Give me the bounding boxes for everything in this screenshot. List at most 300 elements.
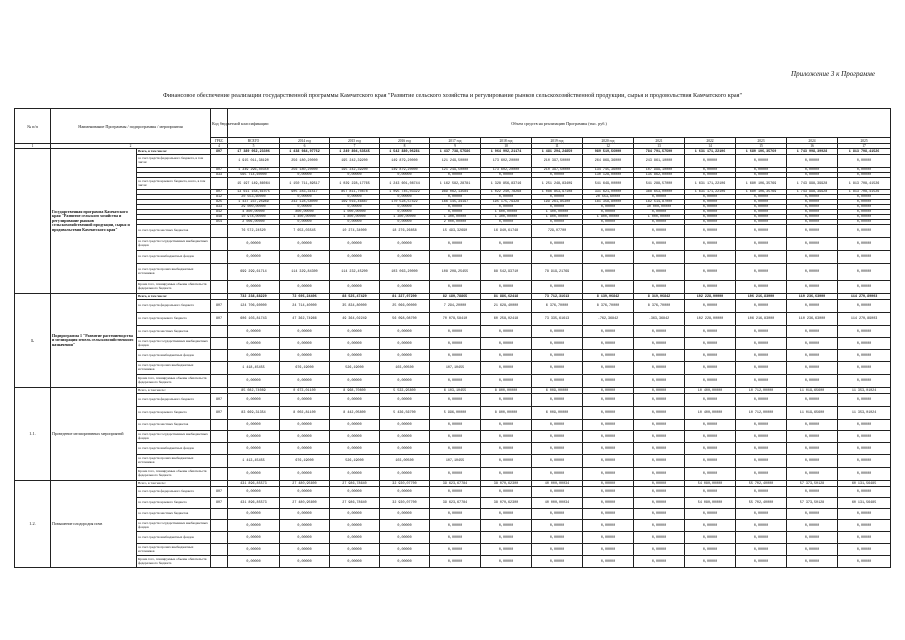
amount-cell: 1 743 998,39928 xyxy=(787,149,838,155)
row-label: за счет средств местных бюджетов xyxy=(137,420,211,431)
amount-cell: 47 362,74966 xyxy=(280,313,330,326)
amount-cell: 0,00000 xyxy=(685,394,736,407)
amount-cell: 10 712,00000 xyxy=(736,388,787,394)
col-number: 15 xyxy=(736,144,787,149)
amount-cell: 0,00000 xyxy=(787,375,838,388)
grbs-code xyxy=(211,532,228,544)
amount-cell: 0,00000 xyxy=(430,509,481,520)
amount-cell: 1 418,45455 xyxy=(228,362,280,375)
amount-cell: 0,00000 xyxy=(736,420,787,431)
amount-cell: 17 389 052,23306 xyxy=(228,149,280,155)
amount-cell: 0,00000 xyxy=(634,394,685,407)
amount-cell: 0,00000 xyxy=(583,388,634,394)
amount-cell: 0,00000 xyxy=(685,173,736,178)
amount-cell: 0,00000 xyxy=(228,420,280,431)
amount-cell: 0,00000 xyxy=(430,556,481,568)
amount-cell: 0,00000 xyxy=(280,338,330,350)
amount-cell: 0,00000 xyxy=(685,251,736,264)
amount-cell: 0,00000 xyxy=(736,443,787,455)
header-amount-caption: Объем средств на реализацию Программы (тыс. руб.) xyxy=(228,109,891,138)
row-label: за счет средств прочих внебюджетных источников xyxy=(137,544,211,556)
col-number: 7 xyxy=(330,144,380,149)
amount-cell: 0,00000 xyxy=(380,394,430,407)
amount-cell: 0,00000 xyxy=(532,205,583,210)
amount-cell: 32 930,07700 xyxy=(380,498,430,509)
amount-cell: 0,00000 xyxy=(330,281,380,294)
amount-cell: 8 442,05800 xyxy=(330,407,380,420)
amount-cell: 0,00000 xyxy=(736,544,787,556)
grbs-code xyxy=(211,455,228,468)
amount-cell: 195 242,39200 xyxy=(330,155,380,168)
amount-cell: 0,00000 xyxy=(481,205,532,210)
amount-cell: 0,00000 xyxy=(330,431,380,443)
amount-cell: 0,00000 xyxy=(787,556,838,568)
table-row xyxy=(15,556,891,568)
grbs-code xyxy=(211,556,228,568)
amount-cell: 0,00000 xyxy=(330,556,380,568)
amount-cell: 0,00000 xyxy=(280,556,330,568)
amount-cell: 2 000,00000 xyxy=(430,220,481,225)
amount-cell: 989 519,56000 xyxy=(583,149,634,155)
amount-cell: 210 397,50000 xyxy=(532,155,583,168)
row-label: за счет средств государственных внебюджетных фондов xyxy=(137,520,211,532)
amount-cell: 0,00000 xyxy=(280,394,330,407)
amount-cell: 0,00000 xyxy=(736,326,787,338)
amount-cell: 8 800,00000 xyxy=(481,388,532,394)
amount-cell: 10 400,00000 xyxy=(685,388,736,394)
amount-cell: 0,00000 xyxy=(430,431,481,443)
amount-cell: 0,00000 xyxy=(280,173,330,178)
amount-cell: 0,00000 xyxy=(330,375,380,388)
amount-cell: 0,00000 xyxy=(380,520,430,532)
amount-cell: 0,00000 xyxy=(787,155,838,168)
amount-cell: 0,00000 xyxy=(228,431,280,443)
grbs-code xyxy=(211,431,228,443)
row-label: за счет средств внебюджетных фондов xyxy=(137,532,211,544)
amount-cell: 0,00000 xyxy=(685,210,736,215)
grbs-code xyxy=(211,544,228,556)
amount-cell: 8 002,81100 xyxy=(280,407,330,420)
amount-cell: 0,00000 xyxy=(685,556,736,568)
amount-cell: 0 673,01100 xyxy=(280,388,330,394)
amount-cell: 27 480,95600 xyxy=(280,498,330,509)
amount-cell: 60 131,56485 xyxy=(838,498,891,509)
amount-cell: 0,00000 xyxy=(685,420,736,431)
amount-cell: 130 128,00000 xyxy=(583,173,634,178)
amount-cell: 13 611 158,61075 xyxy=(228,190,280,195)
amount-cell: 0,00000 xyxy=(634,281,685,294)
amount-cell: 124 706,60000 xyxy=(228,300,280,313)
amount-cell: 5 996,00000 xyxy=(430,407,481,420)
row-label: за счет средств государственных внебюджетных фондов xyxy=(137,238,211,251)
amount-cell: 0,00000 xyxy=(838,520,891,532)
amount-cell: 170 528,57422 xyxy=(380,200,430,205)
amount-cell: 0,00000 xyxy=(532,251,583,264)
amount-cell: 0,00000 xyxy=(634,468,685,481)
col-number: 17 xyxy=(838,144,891,149)
amount-cell: 0,00000 xyxy=(430,350,481,362)
amount-cell: 0,00000 xyxy=(634,375,685,388)
amount-cell: 15 493,32690 xyxy=(430,225,481,238)
amount-cell: 0,00000 xyxy=(787,420,838,431)
amount-cell: 0,00000 xyxy=(280,532,330,544)
amount-cell: 0,00000 xyxy=(838,225,891,238)
grbs-code: 807 xyxy=(211,394,228,407)
amount-cell: 5 533,95800 xyxy=(380,388,430,394)
section-name: Государственная программа Камчатского края "Развитие сельского хозяйства и регулирование рынков сельскохозяйственной продукции, сырья и продовольствия Камчатского края" xyxy=(51,149,137,294)
amount-cell: 32 930,07700 xyxy=(380,481,430,487)
amount-cell: 0,00000 xyxy=(280,544,330,556)
amount-cell: 0,00000 xyxy=(583,455,634,468)
amount-cell: 102 228,00000 xyxy=(685,313,736,326)
grbs-code xyxy=(211,509,228,520)
col-number: 14 xyxy=(685,144,736,149)
amount-cell: 0,00000 xyxy=(787,520,838,532)
amount-cell: 0,00000 xyxy=(532,487,583,498)
amount-cell: 5 436,56700 xyxy=(380,407,430,420)
amount-cell: 103,00500 xyxy=(380,362,430,375)
amount-cell: 149 879,20000 xyxy=(380,155,430,168)
table-row xyxy=(15,407,891,420)
header-no: № п/п xyxy=(15,109,51,144)
amount-cell: 1 095 745,03322 xyxy=(380,190,430,195)
amount-cell: 699 299,61714 xyxy=(228,264,280,281)
grbs-code: 848 xyxy=(211,215,228,220)
amount-cell: 0,00000 xyxy=(583,362,634,375)
amount-cell: 60 131,56485 xyxy=(838,481,891,487)
table-row xyxy=(15,443,891,455)
amount-cell: 0,00000 xyxy=(736,251,787,264)
grbs-code: 833 xyxy=(211,173,228,178)
amount-cell: 0,00000 xyxy=(787,544,838,556)
row-label: Кроме того, планируемые объемы обязательств федерального бюджета xyxy=(137,468,211,481)
amount-cell: 0,00000 xyxy=(280,205,330,210)
amount-cell: 0,00000 xyxy=(685,375,736,388)
amount-cell: 0,00000 xyxy=(380,375,430,388)
amount-cell: 0,00000 xyxy=(481,420,532,431)
amount-cell: 0,00000 xyxy=(787,251,838,264)
amount-cell: 1 300,00000 xyxy=(430,215,481,220)
amount-cell: 38 070,62300 xyxy=(481,481,532,487)
amount-cell: 0,00000 xyxy=(838,362,891,375)
grbs-code: 807 xyxy=(211,149,228,155)
amount-cell: 0,00000 xyxy=(838,215,891,220)
amount-cell: 1 542 880,06281 xyxy=(380,149,430,155)
amount-cell: 1 150 711,89517 xyxy=(280,178,330,190)
amount-cell: 0,00000 xyxy=(430,251,481,264)
row-label: за счет средств краевого бюджета xyxy=(137,407,211,420)
amount-cell: 7 294,20000 xyxy=(430,300,481,313)
amount-cell: 0,00000 xyxy=(838,238,891,251)
amount-cell: 0,00000 xyxy=(685,168,736,173)
header-year: 2021 xyxy=(634,138,685,144)
amount-cell: 0,00000 xyxy=(532,431,583,443)
amount-cell: 1 800,00000 xyxy=(583,215,634,220)
amount-cell: 0,00000 xyxy=(685,468,736,481)
row-label: за счет средств федерального бюджета, в том числе: xyxy=(137,155,211,168)
col-number: 16 xyxy=(787,144,838,149)
amount-cell: 0,00000 xyxy=(634,220,685,225)
grbs-code: 807 xyxy=(211,313,228,326)
grbs-code xyxy=(211,238,228,251)
amount-cell: 0,00000 xyxy=(634,532,685,544)
amount-cell: 256 180,20000 xyxy=(280,168,330,173)
amount-cell: 0,00000 xyxy=(532,468,583,481)
amount-cell: 40 000,00034 xyxy=(532,481,583,487)
table-row xyxy=(15,281,891,294)
amount-cell: 10 274,34000 xyxy=(330,225,380,238)
amount-cell: 0,00000 xyxy=(685,487,736,498)
amount-cell: 1 300,00000 xyxy=(481,215,532,220)
amount-cell: 0,00000 xyxy=(685,455,736,468)
amount-cell: 0,00000 xyxy=(532,532,583,544)
amount-cell: 0,00000 xyxy=(430,468,481,481)
amount-cell: 0,00000 xyxy=(838,443,891,455)
grbs-code: 807 xyxy=(211,190,228,195)
amount-cell: 54 080,00000 xyxy=(685,498,736,509)
table-row xyxy=(15,455,891,468)
row-label: Всего, в том числе: xyxy=(137,388,211,394)
amount-cell: 0,00000 xyxy=(380,326,430,338)
amount-cell: 0,00000 xyxy=(532,173,583,178)
grbs-code: 825 xyxy=(211,200,228,205)
amount-cell: 0,00000 xyxy=(228,443,280,455)
amount-cell: 199 261,85300 xyxy=(532,200,583,205)
header-year: 2025 xyxy=(838,138,891,144)
row-label: за счет средств местных бюджетов xyxy=(137,225,211,238)
amount-cell: 8 968,70800 xyxy=(330,388,380,394)
amount-cell: 0,00000 xyxy=(430,173,481,178)
row-label: за счет средств местных бюджетов xyxy=(137,326,211,338)
amount-cell: 0,00000 xyxy=(685,195,736,200)
amount-cell: 0,00000 xyxy=(380,251,430,264)
amount-cell: 0,00000 xyxy=(583,220,634,225)
amount-cell: 0,00000 xyxy=(380,195,430,200)
amount-cell: 0,00000 xyxy=(634,487,685,498)
amount-cell: 0,00000 xyxy=(736,155,787,168)
amount-cell: 0,00000 xyxy=(685,225,736,238)
amount-cell: 0,00000 xyxy=(787,205,838,210)
amount-cell: 2 006,00000 xyxy=(228,220,280,225)
amount-cell: 121 249,50000 xyxy=(430,155,481,168)
grbs-code xyxy=(211,375,228,388)
amount-cell: 0,00000 xyxy=(838,205,891,210)
grbs-code: 854 xyxy=(211,220,228,225)
amount-cell: 0,00000 xyxy=(330,420,380,431)
amount-cell: 0,00000 xyxy=(583,468,634,481)
amount-cell: 0,00000 xyxy=(787,264,838,281)
amount-cell: 0,00000 xyxy=(736,215,787,220)
amount-cell: 40 000,00034 xyxy=(532,498,583,509)
amount-cell: 0,00000 xyxy=(532,362,583,375)
amount-cell: 0,00000 xyxy=(330,487,380,498)
amount-cell: 1 915 011,38190 xyxy=(228,155,280,168)
amount-cell: 0,00000 xyxy=(481,394,532,407)
amount-cell: 1 251 248,83409 xyxy=(532,178,583,190)
table-row xyxy=(15,498,891,509)
amount-cell: 0,00000 xyxy=(330,205,380,210)
amount-cell: 0,00000 xyxy=(838,431,891,443)
amount-cell: 27 986,78640 xyxy=(330,481,380,487)
amount-cell: 676,19000 xyxy=(280,455,330,468)
amount-cell: 0,00000 xyxy=(685,238,736,251)
amount-cell: 0,00000 xyxy=(481,468,532,481)
table-row xyxy=(15,520,891,532)
amount-cell: 11 019,65600 xyxy=(787,407,838,420)
amount-cell: 39 623,67784 xyxy=(430,481,481,487)
amount-cell: 55 702,40000 xyxy=(736,481,787,487)
amount-cell: 0,00000 xyxy=(583,281,634,294)
amount-cell: 0,00000 xyxy=(838,375,891,388)
table-row xyxy=(15,487,891,498)
amount-cell: 0,00000 xyxy=(838,338,891,350)
table-row xyxy=(15,509,891,520)
amount-cell: 1 022 240,78268 xyxy=(481,190,532,195)
amount-cell: 0,00000 xyxy=(228,520,280,532)
amount-cell: 0,00000 xyxy=(228,394,280,407)
amount-cell: 0,00000 xyxy=(532,220,583,225)
grbs-code xyxy=(211,520,228,532)
amount-cell: 0,00000 xyxy=(583,544,634,556)
amount-cell: 526,19000 xyxy=(330,362,380,375)
amount-cell: 264 869,36000 xyxy=(583,155,634,168)
amount-cell: -363,36842 xyxy=(634,313,685,326)
amount-cell: 0,00000 xyxy=(330,173,380,178)
amount-cell: 73 712,31613 xyxy=(532,294,583,300)
amount-cell: 1 400,00000 xyxy=(280,215,330,220)
table-row xyxy=(15,178,891,190)
row-label: за счет средств местных бюджетов xyxy=(137,509,211,520)
amount-cell: 0,00000 xyxy=(634,544,685,556)
amount-cell: 0,00000 xyxy=(787,532,838,544)
amount-cell: 0,00000 xyxy=(583,225,634,238)
amount-cell: 11 353,01024 xyxy=(838,388,891,394)
amount-cell: 0,00000 xyxy=(634,420,685,431)
amount-cell: 0,00000 xyxy=(583,520,634,532)
amount-cell: 0,00000 xyxy=(330,544,380,556)
amount-cell: 54 080,00000 xyxy=(685,481,736,487)
amount-cell: 0,00000 xyxy=(228,487,280,498)
amount-cell: 11 353,01024 xyxy=(838,407,891,420)
amount-cell: 0,00000 xyxy=(838,544,891,556)
amount-cell: 0,00000 xyxy=(380,420,430,431)
amount-cell: 0,00000 xyxy=(280,431,330,443)
amount-cell: 1 631 171,22106 xyxy=(685,149,736,155)
amount-cell: 0,00000 xyxy=(787,487,838,498)
amount-cell: 0,00000 xyxy=(583,407,634,420)
amount-cell: 0,00000 xyxy=(787,431,838,443)
amount-cell: 0,00000 xyxy=(481,556,532,568)
table-row xyxy=(15,420,891,431)
amount-cell: 0,00000 xyxy=(280,281,330,294)
amount-cell: 27 986,78640 xyxy=(330,498,380,509)
amount-cell: 0,00000 xyxy=(685,532,736,544)
row-label: за счет средств краевого бюджета xyxy=(137,498,211,509)
amount-cell: 0,00000 xyxy=(685,264,736,281)
amount-cell: 1 631 171,22106 xyxy=(685,178,736,190)
table-row xyxy=(15,338,891,350)
amount-cell: 0,00000 xyxy=(736,520,787,532)
amount-cell: 0,00000 xyxy=(787,326,838,338)
table-row xyxy=(15,532,891,544)
amount-cell: 541 288,57000 xyxy=(634,178,685,190)
amount-cell: 0,00000 xyxy=(330,350,380,362)
amount-cell: 0,00000 xyxy=(787,509,838,520)
amount-cell: 0,00000 xyxy=(481,238,532,251)
amount-cell: 0,00000 xyxy=(685,338,736,350)
amount-cell: 0,00000 xyxy=(685,200,736,205)
row-label: за счет средств государственных внебюджетных фондов xyxy=(137,338,211,350)
amount-cell: 57 373,50128 xyxy=(787,481,838,487)
amount-cell: 0,00000 xyxy=(838,264,891,281)
amount-cell: 0,00000 xyxy=(736,375,787,388)
grbs-code xyxy=(211,281,228,294)
amount-cell: 0,00000 xyxy=(787,300,838,313)
amount-cell: 76 572,24520 xyxy=(228,225,280,238)
amount-cell: 0,00000 xyxy=(481,520,532,532)
amount-cell: 0,00000 xyxy=(280,420,330,431)
amount-cell: 0,00000 xyxy=(736,338,787,350)
amount-cell: 0,00000 xyxy=(430,338,481,350)
amount-cell: 6 009,00000 xyxy=(532,388,583,394)
row-label: за счет средств государственных внебюджетных фондов xyxy=(137,431,211,443)
amount-cell: 0,00000 xyxy=(532,338,583,350)
amount-cell: 107 999,10000 xyxy=(634,168,685,173)
grbs-code: 842 xyxy=(211,210,228,215)
header-year: 2023 xyxy=(736,138,787,144)
table-row xyxy=(15,362,891,375)
amount-cell: 0,00000 xyxy=(838,168,891,173)
amount-cell: 114 329,84300 xyxy=(280,264,330,281)
amount-cell: -762,36842 xyxy=(583,313,634,326)
amount-cell: 0,00000 xyxy=(583,210,634,215)
amount-cell: 1 000,00000 xyxy=(634,215,685,220)
amount-cell: 0,00000 xyxy=(634,443,685,455)
amount-cell: 0,00000 xyxy=(430,375,481,388)
amount-cell: 0,00000 xyxy=(838,251,891,264)
amount-cell: 0,00000 xyxy=(787,225,838,238)
amount-cell: 0,00000 xyxy=(330,238,380,251)
amount-cell: 0,00000 xyxy=(736,487,787,498)
amount-cell: 784 791,57500 xyxy=(634,149,685,155)
amount-cell: 8 139,06842 xyxy=(583,294,634,300)
amount-cell: 0,00000 xyxy=(838,556,891,568)
amount-cell: 49 364,02249 xyxy=(330,313,380,326)
col-number: 2 xyxy=(51,144,211,149)
amount-cell: 0,00000 xyxy=(583,394,634,407)
amount-cell: 0,00000 xyxy=(838,210,891,215)
amount-cell: 1 680 106,35769 xyxy=(736,149,787,155)
amount-cell: 1 600,00000 xyxy=(481,210,532,215)
amount-cell: 0,00000 xyxy=(634,210,685,215)
table-row xyxy=(15,225,891,238)
amount-cell: 0,00000 xyxy=(228,338,280,350)
amount-cell: 0,00000 xyxy=(736,220,787,225)
amount-cell: 0,00000 xyxy=(583,326,634,338)
amount-cell: 0,00000 xyxy=(685,300,736,313)
amount-cell: 1 029 228,17765 xyxy=(330,178,380,190)
amount-cell: 1 964 992,21174 xyxy=(481,149,532,155)
amount-cell: 110 236,63000 xyxy=(787,294,838,300)
row-label: за счет средств внебюджетных фондов xyxy=(137,251,211,264)
amount-cell: 0,00000 xyxy=(330,468,380,481)
amount-cell: 565 714,60000 xyxy=(228,173,280,178)
grbs-code: 807 xyxy=(211,168,228,173)
amount-cell: 6 376,70000 xyxy=(532,300,583,313)
amount-cell: 0,00000 xyxy=(736,168,787,173)
amount-cell: 0,00000 xyxy=(532,375,583,388)
amount-cell: 7 653,03545 xyxy=(280,225,330,238)
